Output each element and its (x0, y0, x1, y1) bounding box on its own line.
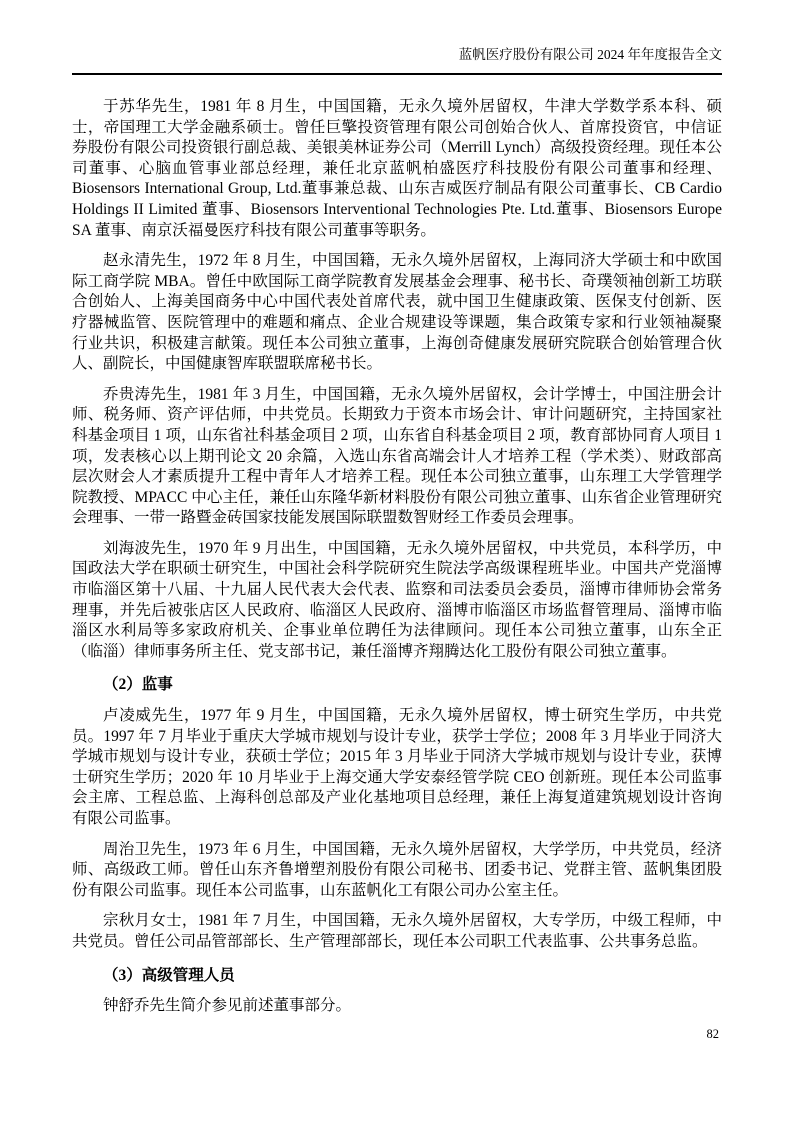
report-header-title: 蓝帆医疗股份有限公司 2024 年年度报告全文 (458, 47, 722, 62)
bio-paragraph-liu-haibo: 刘海波先生，1970 年 9 月出生，中国国籍，无永久境外居留权，中共党员，本科学历，中国政法大学在职硕士研究生，中国社会科学院研究生院法学高级课程班毕业。中国共产党淄博市临淄区第十八届、十九届人民代表大会代表、监察和司法委员会委员，淄博市律师协会常务理事，并先后被张店区人民政府、临淄区人民政府、淄博市临淄区市场监督管理局、淄博市临淄区水利局等多家政府机关、企事业单位聘任为法律顾问。现任本公司独立董事，山东全正（临淄）律师事务所主任、党支部书记，兼任淄博齐翔腾达化工股份有限公司独立董事。 (72, 539, 722, 660)
paragraph-zhong-shuqiao-note: 钟舒乔先生简介参见前述董事部分。 (103, 997, 352, 1015)
page-number: 82 (706, 1027, 719, 1041)
bio-paragraph-lu-lingwei: 卢凌威先生，1977 年 9 月生，中国国籍，无永久境外居留权，博士研究生学历，中共党员。1997 年 7 月毕业于重庆大学城市规划与设计专业，获学士学位；2008 年 3 月毕业于同济大学城市规划与设计专业，获硕士学位；2015 年 3 月毕业于同济大学城市规划与设计专业，获博士研究生学历；2020 年 10 月毕业于上海交通大学安泰经管学院 CEO 创新班。现任本公司监事会主席、工程总监、上海科创总部及产业化基地项目总经理，兼任上海复道建筑规划设计咨询有限公司监事。 (72, 707, 722, 827)
page-content (72, 87, 722, 1017)
section-heading-supervisors: （2）监事 (103, 676, 173, 694)
bio-paragraph-qiao-guitao: 乔贵涛先生，1981 年 3 月生，中国国籍，无永久境外居留权，会计学博士，中国注册会计师、税务师、资产评估师，中共党员。长期致力于资本市场会计、审计问题研究，主持国家社科基金项目 1 项，山东省社科基金项目 2 项，山东省自科基金项目 2 项，教育部协同育人项目 1 项，发表核心以上期刊论文 20 余篇，入选山东省高端会计人才培养工程（学术类）、财政部高层次财会人才素质提升工程中青年人才培养工程。现任本公司独立董事，山东理工大学管理学院教授、MPACC 中心主任，兼任山东隆华新材料股份有限公司独立董事、山东省企业管理研究会理事、一带一路暨金砖国家技能发展国际联盟数智财经工作委员会理事。 (72, 385, 722, 527)
header-divider-rule (72, 73, 722, 75)
bio-paragraph-zong-qiuyue: 宗秋月女士，1981 年 7 月生，中国国籍，无永久境外居留权，大专学历，中级工程师，中共党员。曾任公司品管部部长、生产管理部部长，现任本公司职工代表监事、公共事务总监。 (72, 912, 722, 950)
bio-paragraph-zhao-yongqing: 赵永清先生，1972 年 8 月生，中国国籍，无永久境外居留权，上海同济大学硕士和中欧国际工商学院 MBA。曾任中欧国际工商学院教育发展基金会理事、秘书长、奇璞领袖创新工坊联合创始人、上海美国商务中心中国代表处首席代表，就中国卫生健康政策、医保支付创新、医疗器械监管、医院管理中的难题和痛点、企业合规建设等课题，集合政策专家和行业领袖凝聚行业共识，积极建言献策。现任本公司独立董事，上海创奇健康发展研究院联合创始管理合伙人、副院长，中国健康智库联盟联席秘书长。 (72, 252, 722, 373)
section-heading-senior-management: （3）高级管理人员 (103, 966, 235, 984)
bio-paragraph-yu-suhua: 于苏华先生，1981 年 8 月生，中国国籍，无永久境外居留权，牛津大学数学系本科、硕士，帝国理工大学金融系硕士。曾任巨擎投资管理有限公司创始合伙人、首席投资官，中信证券股份有限公司投资银行副总裁、美银美林证券公司（Merrill Lynch）高级投资经理。现任本公司董事、心脑血管事业部总经理，兼任北京蓝帆柏盛医疗科技股份有限公司董事和经理、Biosensors International Group, Ltd.董事兼总裁、山东吉威医疗制品有限公司董事长、CB Cardio Holdings II Limited 董事、Biosensors Interventional Technologies Pte. Ltd.董事、Biosensors Europe SA 董事、南京沃福曼医疗科技有限公司董事等职务。 (72, 98, 722, 239)
bio-paragraph-zhou-zhiwei: 周治卫先生，1973 年 6 月生，中国国籍，无永久境外居留权，大学学历，中共党员，经济师、高级政工师。曾任山东齐鲁增塑剂股份有限公司秘书、团委书记、党群主管、蓝帆集团股份有限公司监事。现任本公司监事，山东蓝帆化工有限公司办公室主任。 (72, 840, 722, 899)
